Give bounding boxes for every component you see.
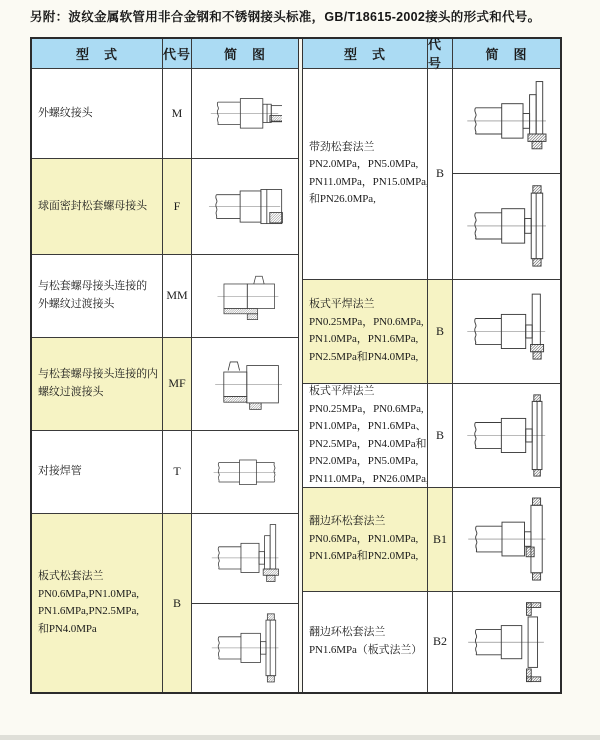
weld-flange-full-diagram-icon <box>453 384 560 487</box>
type-line: 带劲松套法兰 <box>309 140 375 153</box>
type-line: 外螺纹接头 <box>38 106 93 119</box>
header-diagram: 简 图 <box>485 46 528 62</box>
sphere-seal-nut-fitting-diagram-icon <box>192 159 298 253</box>
code-cell: M <box>162 69 192 158</box>
male-female-adapter-diagram-icon <box>192 338 298 429</box>
code-cell: B <box>427 280 453 383</box>
header-type: 型 式 <box>75 46 118 62</box>
type-line: 和PN26.0MPa, <box>309 193 376 206</box>
diagram-cell <box>192 338 298 429</box>
diagram-cell <box>192 159 298 253</box>
type-line: 球面密封松套螺母接头 <box>38 199 147 212</box>
diagram-cell <box>192 255 298 337</box>
header-code: 代号 <box>427 39 453 68</box>
header-code: 代号 <box>162 39 192 68</box>
diagram-cell <box>453 384 560 487</box>
diagram-cell <box>453 280 560 383</box>
male-male-adapter-diagram-icon <box>192 255 298 337</box>
code-cell: F <box>162 159 192 253</box>
type-cell <box>303 592 427 692</box>
type-line: 板式松套法兰 <box>38 570 104 583</box>
plate-loose-flange-full-diagram-icon <box>192 603 298 692</box>
table-row <box>32 430 298 513</box>
code-cell: B2 <box>427 592 453 692</box>
table-row <box>303 279 560 383</box>
diagram-cell <box>453 592 560 692</box>
type-line: PN11.0MPa，PN15.0MPa, <box>309 175 429 188</box>
type-line: PN1.0MPa，PN1.6MPa, <box>309 333 419 346</box>
type-line: 板式平焊法兰 <box>309 385 375 398</box>
plate-loose-flange-full-diagram-icon <box>453 173 560 278</box>
code-cell: MF <box>162 338 192 429</box>
type-cell <box>32 159 162 253</box>
type-line: PN2.5MPa，PN4.0MPa和 <box>309 437 427 450</box>
code-cell: MM <box>162 255 192 337</box>
table-row <box>32 337 298 429</box>
type-line: PN1.6MPa,PN2.5MPa, <box>38 605 139 618</box>
type-line: PN1.6MPa和PN2.0MPa, <box>309 550 419 563</box>
type-line: PN0.6MPa，PN1.0MPa, <box>309 532 419 545</box>
header-diagram: 简 图 <box>223 46 266 62</box>
code-cell: T <box>162 431 192 513</box>
type-line: PN2.0MPa，PN5.0MPa, <box>309 455 419 468</box>
type-line: 翻边环松套法兰 <box>309 626 386 639</box>
type-line: PN1.0MPa，PN1.6MPa、 <box>309 420 427 433</box>
type-line: 螺纹过渡接头 <box>38 385 104 398</box>
diagram-cell <box>192 431 298 513</box>
table-row <box>32 254 298 337</box>
diagram-cell <box>192 69 298 158</box>
type-cell <box>303 488 427 590</box>
table-row <box>32 158 298 253</box>
type-line: PN1.6MPa（板式法兰） <box>309 643 423 656</box>
type-line: 板式平焊法兰 <box>309 298 375 311</box>
header-type: 型 式 <box>343 46 386 62</box>
table-row <box>32 513 298 692</box>
type-cell <box>303 384 427 487</box>
butt-weld-pipe-diagram-icon <box>192 431 298 513</box>
code-cell: B1 <box>427 488 453 590</box>
type-cell <box>32 69 162 158</box>
fittings-table <box>30 37 562 694</box>
flanging-ring-loose-flange-diagram-icon <box>453 488 560 590</box>
table-row <box>303 383 560 487</box>
type-line: 和PN4.0MPa <box>38 622 97 635</box>
table-row <box>32 68 298 158</box>
code-cell: B <box>427 69 453 279</box>
type-line: PN2.5MPa和PN4.0MPa, <box>309 350 419 363</box>
type-line: PN2.0MPa，PN5.0MPa, <box>309 158 419 171</box>
plate-loose-flange-up-diagram-icon <box>453 69 560 173</box>
table-row <box>303 487 560 590</box>
code-cell: B <box>427 384 453 487</box>
type-line: PN11.0MPa，PN26.0MPa, <box>309 472 429 485</box>
male-thread-fitting-diagram-icon <box>192 69 298 158</box>
type-line: 翻边环松套法兰 <box>309 515 386 528</box>
scan-shadow <box>0 735 600 740</box>
type-line: 与松套螺母接头连接的内 <box>38 368 158 381</box>
type-cell <box>303 69 427 279</box>
table-right-half <box>303 39 560 692</box>
type-line: PN0.6MPa,PN1.0MPa, <box>38 587 139 600</box>
diagram-cell <box>453 69 560 279</box>
weld-flange-up-diagram-icon <box>453 280 560 383</box>
plate-loose-flange-up-diagram-icon <box>192 514 298 602</box>
code-cell: B <box>162 514 192 692</box>
table-row <box>303 591 560 692</box>
diagram-cell <box>453 488 560 590</box>
type-line: 外螺纹过渡接头 <box>38 297 115 310</box>
type-cell <box>32 338 162 429</box>
diagram-cell <box>192 514 298 692</box>
table-left-half <box>32 39 298 692</box>
table-header-row <box>303 37 560 72</box>
type-cell <box>32 431 162 513</box>
type-cell <box>32 255 162 337</box>
table-row <box>303 68 560 279</box>
type-line: PN0.25MPa，PN0.6MPa, <box>309 315 424 328</box>
table-header-row <box>32 39 298 68</box>
page-title: 另附：波纹金属软管用非合金钢和不锈钢接头标准，GB/T18615-2002接头的形式和代号。 <box>30 10 541 24</box>
type-line: 对接焊管 <box>38 465 82 478</box>
type-line: PN0.25MPa，PN0.6MPa, <box>309 402 424 415</box>
type-line: 与松套螺母接头连接的 <box>38 280 147 293</box>
type-cell <box>32 514 162 692</box>
flanging-ring-plate-flange-diagram-icon <box>453 592 560 692</box>
type-cell <box>303 280 427 383</box>
